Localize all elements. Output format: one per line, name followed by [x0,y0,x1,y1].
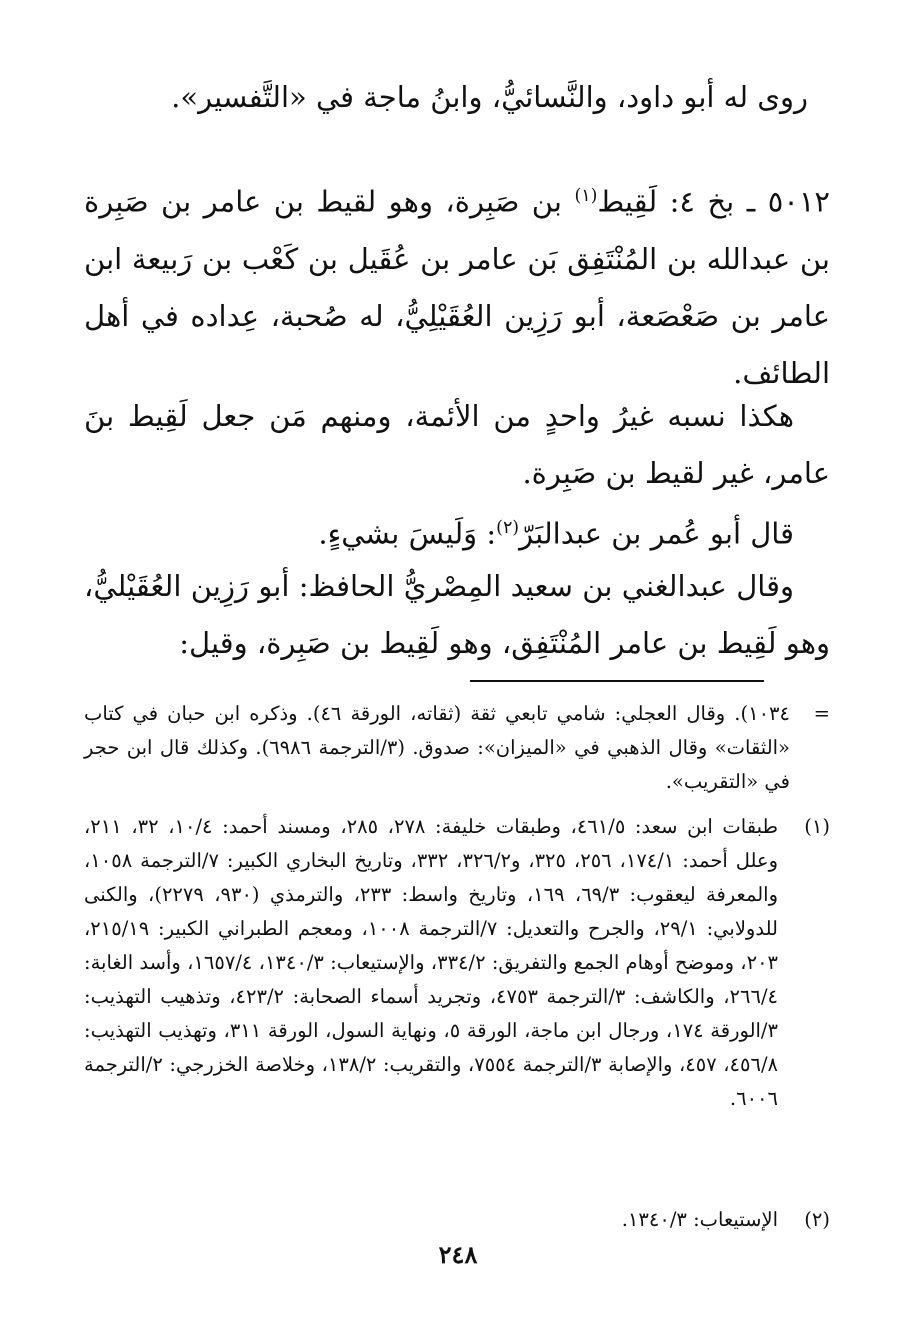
footnote-2 [84,1203,830,1237]
footnote-1-number: (١) [804,815,830,838]
ibn-abd-al-barr-quote [84,500,830,563]
entry-heading: ٥٠١٢ ـ بخ ٤: لَقِيط [597,184,830,219]
quote-text: : وَلَيسَ بشيءٍ. [318,516,497,551]
abd-al-ghani-quote-paragraph: وقال عبدالغني بن سعيد المِصْريُّ الحافظ: أبو رَزِين العُقَيْليُّ، وهو لَقِيط بن عامر المُنْتَفِق، وهو لَقِيط بن صَبِرة، وقيل: [84,569,830,660]
footnote-continuation [84,697,830,799]
entry-text: بن صَبِرة، وهو لقيط بن عامر بن صَبِرة بن عبدالله بن المُنْتَفِق بَن عامر بن عُقَيل بن كَعْب بن رَبيعة ابن عامر بن صَعْصَعة، أبو رَزِين العُقَيْلِيُّ، له صُحبة، عِداده في أهل الطائف. [84,184,830,390]
footnote-1-text: طبقات ابن سعد: ٤٦١/٥، وطبقات خليفة: ٢٧٨، ٢٨٥، ومسند أحمد: ١٠/٤، ٣٢، ٢١١، وعلل أحمد: ١٧٤/١، ٢٥٦، ٣٢٥، و٣٢٦/٢، ٣٣٢، وتاريخ البخاري الكبير: ٧/الترجمة ١٠٥٨، والمعرفة ليعقوب: ٦٩/٣، ١٦٩، وتاريخ واسط: ٢٣٣، والترمذي (٩٣٠، ٢٢٧٩)، والكنى للدولابي: ٢٩/١، والجرح والتعديل: ٧/الترجمة ١٠٠٨، ومعجم الطبراني الكبير: ٢١٥/١٩، ٢٠٣، وموضح أوهام الجمع والتفريق: ٣٣٤/٢، والإستيعاب: ١٣٤٠/٣، ١٦٥٧/٤، وأسد الغابة: ٢٦٦/٤، والكاشف: ٣/الترجمة ٤٧٥٣، وتجريد أسماء الصحابة: ٤٢٣/٢، وتذهيب التهذيب: ٣/الورقة ١٧٤، ورجال ابن ماجة، الورقة ٥، ونهاية السول، الورقة ٣١١، وتهذيب التهذيب: ٤٥٦/٨، ٤٥٧، والإصابة ٣/الترجمة ٧٥٥٤، والتقريب: ١٣٨/٢، وخلاصة الخزرجي: ٢/الترجمة ٦٠٠٦. [84,815,779,1110]
footnote-ref-1: (١) [574,186,598,206]
footnote-1 [84,810,830,1116]
quote-attribution: قال أبو عُمر بن عبدالبَرّ [519,516,794,551]
footnote-2-number: (٢) [804,1208,830,1231]
footnote-ref-2: (٢) [496,518,520,538]
footnote-divider [470,680,764,682]
lineage-note-paragraph: هكذا نسبه غيرُ واحدٍ من الأئمة، ومنهم مَن جعل لَقِيط بنَ عامر، غير لقيط بن صَبِرة. [84,399,830,490]
biography-entry-paragraph [84,168,830,402]
previous-entry-closing-line: روى له أبو داود، والنَّسائيُّ، وابنُ ماجة في «التَّفسير». [171,80,808,114]
continuation-marker: = [813,702,830,725]
footnote-continuation-text: ١٠٣٤). وقال العجلي: شامي تابعي ثقة (ثقاته، الورقة ٤٦). وذكره ابن حبان في كتاب «الثقات» وقال الذهبي في «الميزان»: صدوق. (٣/الترجمة ٦٩٨٦). وكذلك قال ابن حجر في «التقريب». [84,702,790,793]
page-number: ٢٤٨ [438,1240,478,1269]
footnote-2-text: الإستيعاب: ١٣٤٠/٣. [621,1208,778,1231]
